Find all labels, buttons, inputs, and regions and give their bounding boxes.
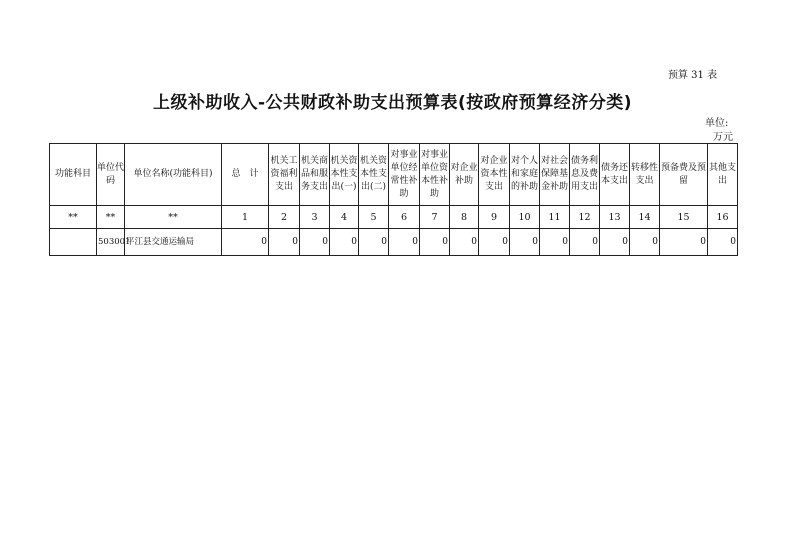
index-cell: 3 — [300, 206, 330, 229]
index-cell: 10 — [510, 206, 540, 229]
index-cell: 9 — [479, 206, 510, 229]
value-cell: 0 — [660, 229, 708, 256]
header-func-subject: 功能科目 — [50, 144, 97, 206]
header-col-11: 债务利息及费用支出 — [570, 144, 600, 206]
form-number: 预算 31 表 — [668, 70, 718, 81]
header-col-13: 转移性支出 — [630, 144, 660, 206]
index-cell: 8 — [450, 206, 479, 229]
header-col-1: 机关工资福利支出 — [269, 144, 300, 206]
func-subject-cell — [50, 229, 97, 256]
header-col-10: 对社会保障基金补助 — [540, 144, 570, 206]
unit-name-cell: 平江县交通运输局 — [125, 229, 222, 256]
value-cell: 0 — [600, 229, 630, 256]
header-col-15: 其他支出 — [708, 144, 738, 206]
value-cell: 0 — [330, 229, 359, 256]
index-cell: 1 — [222, 206, 269, 229]
value-cell: 0 — [300, 229, 330, 256]
value-cell: 0 — [450, 229, 479, 256]
index-cell: 7 — [420, 206, 450, 229]
value-cell: 0 — [389, 229, 420, 256]
value-cell: 0 — [708, 229, 738, 256]
index-cell: 14 — [630, 206, 660, 229]
index-cell: 13 — [600, 206, 630, 229]
index-cell: 2 — [269, 206, 300, 229]
unit-value: 万元 — [713, 132, 733, 143]
unit-code-cell: 503001 — [97, 229, 125, 256]
value-cell: 0 — [510, 229, 540, 256]
value-cell: 0 — [479, 229, 510, 256]
header-col-12: 债务还本支出 — [600, 144, 630, 206]
value-cell: 0 — [540, 229, 570, 256]
index-cell: 16 — [708, 206, 738, 229]
header-unit-name: 单位名称(功能科目) — [125, 144, 222, 206]
header-col-7: 对企业补助 — [450, 144, 479, 206]
index-cell: 15 — [660, 206, 708, 229]
header-unit-code: 单位代码 — [97, 144, 125, 206]
header-col-3: 机关资本性支出(一) — [330, 144, 359, 206]
header-col-6: 对事业单位资本性补助 — [420, 144, 450, 206]
index-cell: 5 — [359, 206, 389, 229]
header-col-2: 机关商品和服务支出 — [300, 144, 330, 206]
header-col-4: 机关资本性支出(二) — [359, 144, 389, 206]
index-cell: 12 — [570, 206, 600, 229]
value-cell: 0 — [420, 229, 450, 256]
value-cell: 0 — [269, 229, 300, 256]
total-cell: 0 — [222, 229, 269, 256]
page-title: 上级补助收入-公共财政补助支出预算表(按政府预算经济分类) — [152, 93, 633, 113]
header-col-5: 对事业单位经常性补助 — [389, 144, 420, 206]
value-cell: 0 — [359, 229, 389, 256]
header-col-14: 预备费及预留 — [660, 144, 708, 206]
index-cell: 6 — [389, 206, 420, 229]
header-col-9: 对个人和家庭的补助 — [510, 144, 540, 206]
value-cell: 0 — [630, 229, 660, 256]
index-cell: 4 — [330, 206, 359, 229]
unit-label: 单位: — [705, 118, 729, 129]
value-cell: 0 — [570, 229, 600, 256]
header-total: 总 计 — [222, 144, 269, 206]
index-row — [50, 206, 738, 229]
table-row — [50, 229, 738, 256]
index-cell: ** — [50, 206, 97, 229]
header-row — [50, 144, 738, 206]
index-cell: ** — [125, 206, 222, 229]
index-cell: 11 — [540, 206, 570, 229]
budget-table — [49, 143, 738, 256]
index-cell: ** — [97, 206, 125, 229]
header-col-8: 对企业资本性支出 — [479, 144, 510, 206]
